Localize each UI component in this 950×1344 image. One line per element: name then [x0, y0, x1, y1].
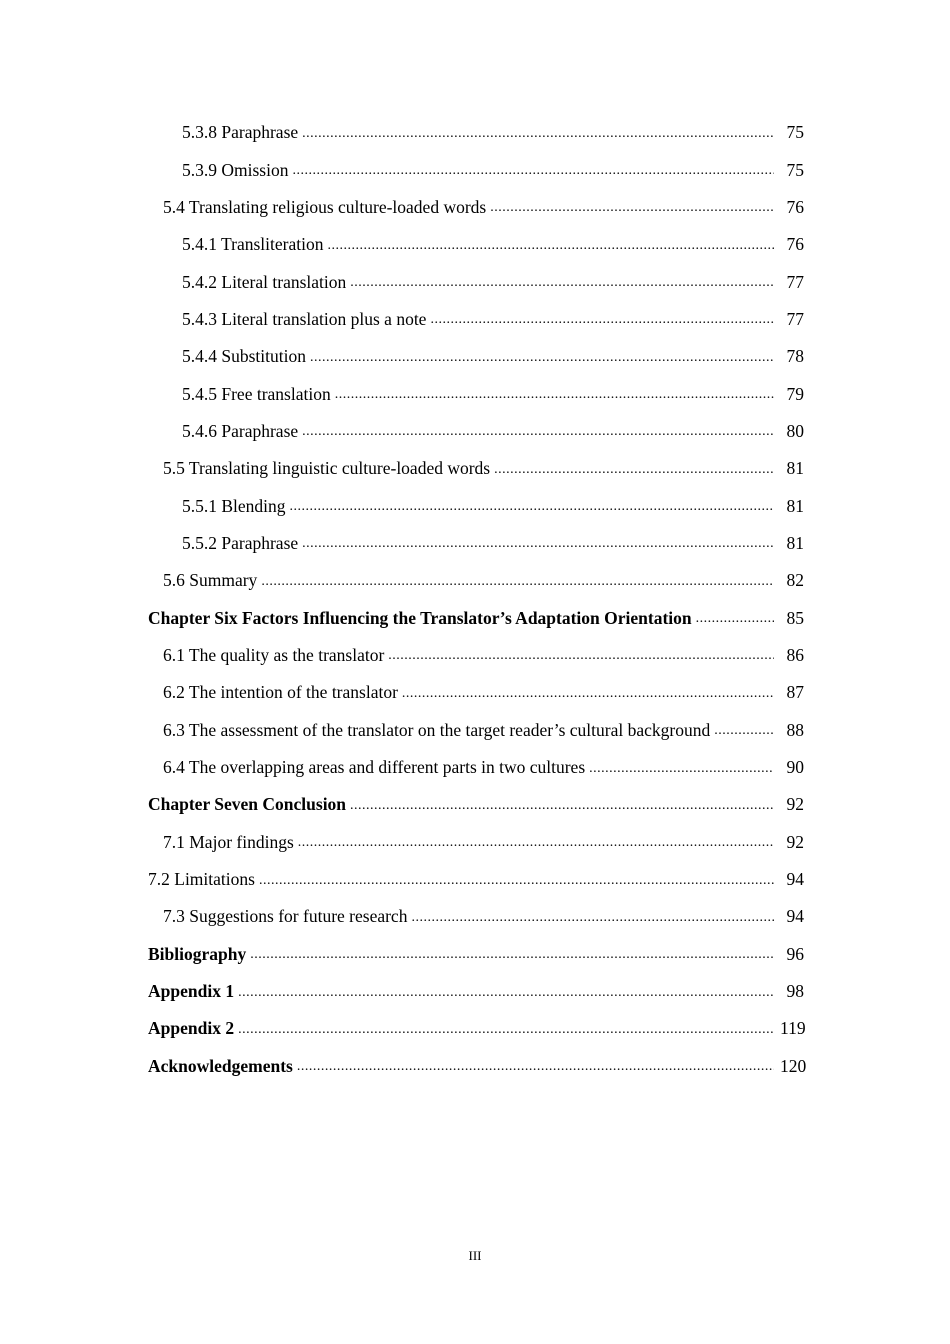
toc-entry-page-number: 78 [786, 346, 804, 367]
dot-leader [302, 122, 774, 144]
toc-entry[interactable] [0, 1010, 950, 1047]
toc-entry-page-number: 81 [786, 532, 804, 553]
toc-entry[interactable] [0, 114, 950, 151]
toc-entry[interactable] [0, 973, 950, 1010]
toc-entry-title: 5.4.4 Substitution [182, 346, 310, 367]
toc-entry-page-number: 92 [786, 831, 804, 852]
toc-entry[interactable] [0, 674, 950, 711]
dot-leader [302, 420, 774, 442]
toc-entry-title: 5.5 Translating linguistic culture-loaded words [163, 458, 494, 479]
dot-leader [589, 757, 774, 779]
dot-leader [402, 682, 774, 704]
toc-entry-page-number: 85 [786, 607, 804, 628]
dot-leader [350, 271, 774, 293]
dot-leader [411, 906, 774, 928]
toc-entry-page-number: 77 [786, 271, 804, 292]
toc-entry-title: Appendix 2 [148, 1018, 238, 1039]
toc-entry-title: 6.3 The assessment of the translator on the target reader’s cultural background [163, 720, 714, 741]
toc-entry[interactable] [0, 749, 950, 786]
toc-entry-page-number: 88 [786, 719, 804, 740]
toc-entry[interactable] [0, 338, 950, 375]
toc-entry-title: 5.5.1 Blending [182, 496, 290, 517]
dot-leader [335, 383, 774, 405]
toc-entry-title: Chapter Seven Conclusion [148, 794, 350, 815]
dot-leader [238, 981, 774, 1003]
dot-leader [310, 346, 774, 368]
dot-leader [259, 869, 774, 891]
toc-entry-title: 6.2 The intention of the translator [163, 682, 402, 703]
toc-entry-title: 5.4.3 Literal translation plus a note [182, 309, 430, 330]
toc-entry-title: Bibliography [148, 944, 250, 965]
toc-entry-page-number: 86 [786, 644, 804, 665]
toc-entry-page-number: 81 [786, 495, 804, 516]
toc-entry-page-number: 119 [780, 1018, 806, 1039]
toc-entry-page-number: 76 [786, 234, 804, 255]
toc-entry[interactable] [0, 562, 950, 599]
dot-leader [350, 794, 774, 816]
toc-entry-page-number: 94 [786, 869, 804, 890]
page-number: III [468, 1248, 482, 1263]
toc-entry-page-number: 90 [786, 757, 804, 778]
toc-entry[interactable] [0, 599, 950, 636]
dot-leader [261, 570, 774, 592]
toc-entry-page-number: 80 [786, 420, 804, 441]
toc-entry-page-number: 98 [786, 981, 804, 1002]
toc-entry[interactable] [0, 450, 950, 487]
toc-entry-title: 5.6 Summary [163, 570, 261, 591]
toc-entry-title: 7.3 Suggestions for future research [163, 906, 411, 927]
toc-entry-title: Appendix 1 [148, 981, 238, 1002]
toc-entry-title: 7.2 Limitations [148, 869, 259, 890]
toc-entry[interactable] [0, 375, 950, 412]
toc-entry[interactable] [0, 637, 950, 674]
dot-leader [327, 234, 774, 256]
dot-leader [714, 719, 774, 741]
toc-entry-page-number: 75 [786, 122, 804, 143]
dot-leader [388, 644, 774, 666]
toc-entry-title: 5.5.2 Paraphrase [182, 533, 302, 554]
toc-entry[interactable] [0, 712, 950, 749]
toc-entry-title: 5.4.6 Paraphrase [182, 421, 302, 442]
toc-entry[interactable] [0, 861, 950, 898]
toc-entry[interactable] [0, 824, 950, 861]
dot-leader [302, 532, 774, 554]
toc-entry-page-number: 75 [786, 159, 804, 180]
dot-leader [490, 196, 774, 218]
toc-entry-title: 5.4.2 Literal translation [182, 272, 350, 293]
toc-entry-title: 7.1 Major findings [163, 832, 298, 853]
toc-entry-title: 6.4 The overlapping areas and different parts in two cultures [163, 757, 589, 778]
toc-entry-page-number: 81 [786, 458, 804, 479]
toc-entry-page-number: 96 [786, 943, 804, 964]
toc-entry-title: Chapter Six Factors Influencing the Translator’s Adaptation Orientation [148, 608, 696, 629]
toc-entry[interactable] [0, 525, 950, 562]
toc-entry[interactable] [0, 898, 950, 935]
toc-entry-page-number: 92 [786, 794, 804, 815]
toc-entry-title: Acknowledgements [148, 1056, 297, 1077]
dot-leader [292, 159, 774, 181]
dot-leader [290, 495, 774, 517]
toc-entry-page-number: 94 [786, 906, 804, 927]
dot-leader [696, 607, 774, 629]
toc-entry-title: 5.4.5 Free translation [182, 384, 335, 405]
table-of-contents [0, 114, 950, 1085]
toc-entry[interactable] [0, 226, 950, 263]
dot-leader [494, 458, 774, 480]
toc-entry-title: 5.4 Translating religious culture-loaded words [163, 197, 490, 218]
dot-leader [298, 831, 774, 853]
dot-leader [238, 1018, 774, 1040]
toc-entry-title: 6.1 The quality as the translator [163, 645, 388, 666]
toc-entry[interactable] [0, 151, 950, 188]
toc-entry-page-number: 79 [786, 383, 804, 404]
toc-entry-page-number: 82 [786, 570, 804, 591]
toc-entry-page-number: 77 [786, 308, 804, 329]
toc-entry[interactable] [0, 301, 950, 338]
dot-leader [250, 943, 774, 965]
toc-entry[interactable] [0, 936, 950, 973]
toc-entry[interactable] [0, 1048, 950, 1085]
dot-leader [297, 1055, 774, 1077]
toc-entry-page-number: 76 [786, 196, 804, 217]
toc-entry-title: 5.3.8 Paraphrase [182, 122, 302, 143]
toc-entry-page-number: 87 [786, 682, 804, 703]
dot-leader [430, 308, 774, 330]
toc-entry-title: 5.3.9 Omission [182, 160, 292, 181]
toc-entry[interactable] [0, 189, 950, 226]
toc-entry[interactable] [0, 263, 950, 300]
toc-entry-title: 5.4.1 Transliteration [182, 234, 327, 255]
toc-entry[interactable] [0, 786, 950, 823]
toc-entry[interactable] [0, 413, 950, 450]
toc-entry[interactable] [0, 487, 950, 524]
toc-entry-page-number: 120 [780, 1055, 807, 1076]
